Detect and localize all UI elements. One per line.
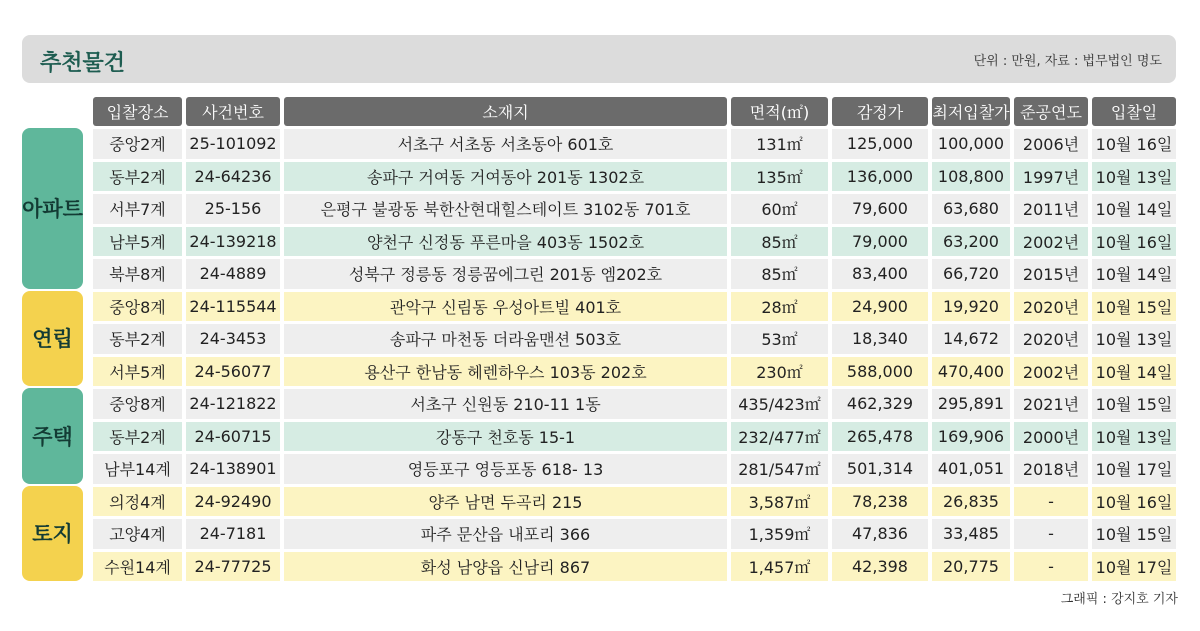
cell-appraisal: 462,329 bbox=[832, 389, 928, 419]
cell-address: 송파구 거여동 거여동아 201동 1302호 bbox=[284, 162, 727, 192]
cell-area: 85㎡ bbox=[731, 259, 828, 289]
cell-area: 1,359㎡ bbox=[731, 519, 828, 549]
category-label: 주택 bbox=[22, 388, 83, 484]
column-header: 입찰일 bbox=[1092, 97, 1176, 126]
graphic-credit: 그래픽 : 강지호 기자 bbox=[1060, 592, 1178, 607]
table-row bbox=[93, 162, 1176, 192]
cell-date: 10월 17일 bbox=[1092, 454, 1176, 484]
table-row bbox=[93, 259, 1176, 289]
table-row bbox=[93, 552, 1176, 582]
column-header: 준공연도 bbox=[1014, 97, 1088, 126]
cell-place: 동부2계 bbox=[93, 324, 182, 354]
cell-place: 동부2계 bbox=[93, 162, 182, 192]
cell-year: - bbox=[1014, 519, 1088, 549]
cell-date: 10월 14일 bbox=[1092, 259, 1176, 289]
cell-area: 131㎡ bbox=[731, 129, 828, 159]
table-row bbox=[93, 422, 1176, 452]
cell-address: 용산구 한남동 헤렌하우스 103동 202호 bbox=[284, 357, 727, 387]
cell-address: 양천구 신정동 푸른마을 403동 1502호 bbox=[284, 227, 727, 257]
column-header: 소재지 bbox=[284, 97, 727, 126]
cell-min-bid: 470,400 bbox=[932, 357, 1010, 387]
cell-appraisal: 78,238 bbox=[832, 487, 928, 517]
cell-min-bid: 100,000 bbox=[932, 129, 1010, 159]
table-row bbox=[93, 389, 1176, 419]
cell-date: 10월 14일 bbox=[1092, 194, 1176, 224]
cell-date: 10월 15일 bbox=[1092, 292, 1176, 322]
table-row bbox=[93, 357, 1176, 387]
cell-area: 28㎡ bbox=[731, 292, 828, 322]
cell-year: 2015년 bbox=[1014, 259, 1088, 289]
cell-min-bid: 401,051 bbox=[932, 454, 1010, 484]
column-header: 감정가 bbox=[832, 97, 928, 126]
cell-address: 관악구 신림동 우성아트빌 401호 bbox=[284, 292, 727, 322]
cell-case-no: 24-64236 bbox=[186, 162, 280, 192]
cell-date: 10월 13일 bbox=[1092, 324, 1176, 354]
cell-appraisal: 24,900 bbox=[832, 292, 928, 322]
cell-min-bid: 66,720 bbox=[932, 259, 1010, 289]
category-label: 토지 bbox=[22, 486, 83, 582]
cell-appraisal: 42,398 bbox=[832, 552, 928, 582]
cell-min-bid: 26,835 bbox=[932, 487, 1010, 517]
cell-place: 고양4계 bbox=[93, 519, 182, 549]
cell-min-bid: 108,800 bbox=[932, 162, 1010, 192]
column-header: 최저입찰가 bbox=[932, 97, 1010, 126]
cell-place: 동부2계 bbox=[93, 422, 182, 452]
cell-place: 북부8계 bbox=[93, 259, 182, 289]
cell-place: 남부14계 bbox=[93, 454, 182, 484]
cell-date: 10월 14일 bbox=[1092, 357, 1176, 387]
cell-appraisal: 79,000 bbox=[832, 227, 928, 257]
table-row bbox=[93, 519, 1176, 549]
cell-area: 232/477㎡ bbox=[731, 422, 828, 452]
table-row bbox=[93, 129, 1176, 159]
cell-case-no: 24-4889 bbox=[186, 259, 280, 289]
cell-case-no: 24-121822 bbox=[186, 389, 280, 419]
cell-case-no: 24-138901 bbox=[186, 454, 280, 484]
table-row bbox=[93, 292, 1176, 322]
cell-year: 2006년 bbox=[1014, 129, 1088, 159]
cell-year: 2018년 bbox=[1014, 454, 1088, 484]
page-title: 추천물건 bbox=[40, 51, 126, 76]
cell-year: - bbox=[1014, 487, 1088, 517]
cell-date: 10월 16일 bbox=[1092, 487, 1176, 517]
cell-min-bid: 33,485 bbox=[932, 519, 1010, 549]
cell-place: 서부7계 bbox=[93, 194, 182, 224]
cell-date: 10월 17일 bbox=[1092, 552, 1176, 582]
cell-address: 강동구 천호동 15-1 bbox=[284, 422, 727, 452]
table-row bbox=[93, 487, 1176, 517]
cell-min-bid: 169,906 bbox=[932, 422, 1010, 452]
cell-address: 서초구 서초동 서초동아 601호 bbox=[284, 129, 727, 159]
cell-address: 성북구 정릉동 정릉꿈에그린 201동 엠202호 bbox=[284, 259, 727, 289]
cell-min-bid: 295,891 bbox=[932, 389, 1010, 419]
cell-date: 10월 13일 bbox=[1092, 162, 1176, 192]
cell-min-bid: 20,775 bbox=[932, 552, 1010, 582]
cell-appraisal: 501,314 bbox=[832, 454, 928, 484]
cell-date: 10월 16일 bbox=[1092, 227, 1176, 257]
cell-appraisal: 79,600 bbox=[832, 194, 928, 224]
cell-appraisal: 83,400 bbox=[832, 259, 928, 289]
cell-area: 85㎡ bbox=[731, 227, 828, 257]
cell-min-bid: 14,672 bbox=[932, 324, 1010, 354]
cell-min-bid: 19,920 bbox=[932, 292, 1010, 322]
table-row bbox=[93, 194, 1176, 224]
cell-address: 은평구 불광동 북한산현대힐스테이트 3102동 701호 bbox=[284, 194, 727, 224]
cell-case-no: 24-139218 bbox=[186, 227, 280, 257]
column-header: 사건번호 bbox=[186, 97, 280, 126]
cell-year: 2011년 bbox=[1014, 194, 1088, 224]
cell-address: 파주 문산읍 내포리 366 bbox=[284, 519, 727, 549]
cell-case-no: 24-56077 bbox=[186, 357, 280, 387]
cell-address: 화성 남양읍 신남리 867 bbox=[284, 552, 727, 582]
cell-area: 135㎡ bbox=[731, 162, 828, 192]
cell-area: 1,457㎡ bbox=[731, 552, 828, 582]
cell-address: 영등포구 영등포동 618- 13 bbox=[284, 454, 727, 484]
cell-appraisal: 588,000 bbox=[832, 357, 928, 387]
cell-case-no: 24-92490 bbox=[186, 487, 280, 517]
cell-year: 2000년 bbox=[1014, 422, 1088, 452]
cell-case-no: 24-60715 bbox=[186, 422, 280, 452]
cell-place: 수원14계 bbox=[93, 552, 182, 582]
cell-area: 281/547㎡ bbox=[731, 454, 828, 484]
cell-year: 2002년 bbox=[1014, 227, 1088, 257]
cell-case-no: 24-77725 bbox=[186, 552, 280, 582]
cell-case-no: 24-115544 bbox=[186, 292, 280, 322]
cell-address: 양주 남면 두곡리 215 bbox=[284, 487, 727, 517]
cell-year: 1997년 bbox=[1014, 162, 1088, 192]
cell-appraisal: 265,478 bbox=[832, 422, 928, 452]
cell-appraisal: 125,000 bbox=[832, 129, 928, 159]
cell-year: 2020년 bbox=[1014, 292, 1088, 322]
cell-place: 중앙8계 bbox=[93, 389, 182, 419]
cell-year: 2002년 bbox=[1014, 357, 1088, 387]
cell-year: 2021년 bbox=[1014, 389, 1088, 419]
cell-date: 10월 15일 bbox=[1092, 389, 1176, 419]
cell-case-no: 25-101092 bbox=[186, 129, 280, 159]
cell-place: 남부5계 bbox=[93, 227, 182, 257]
table-row bbox=[93, 454, 1176, 484]
cell-place: 중앙2계 bbox=[93, 129, 182, 159]
cell-address: 송파구 마천동 더라움맨션 503호 bbox=[284, 324, 727, 354]
cell-place: 의정4계 bbox=[93, 487, 182, 517]
column-header: 입찰장소 bbox=[93, 97, 182, 126]
cell-area: 60㎡ bbox=[731, 194, 828, 224]
table-row bbox=[93, 227, 1176, 257]
cell-place: 중앙8계 bbox=[93, 292, 182, 322]
cell-date: 10월 16일 bbox=[1092, 129, 1176, 159]
cell-year: - bbox=[1014, 552, 1088, 582]
table-row bbox=[93, 324, 1176, 354]
cell-appraisal: 18,340 bbox=[832, 324, 928, 354]
cell-area: 53㎡ bbox=[731, 324, 828, 354]
cell-place: 서부5계 bbox=[93, 357, 182, 387]
category-label: 연립 bbox=[22, 291, 83, 387]
title-bar bbox=[22, 35, 1176, 83]
cell-address: 서초구 신원동 210-11 1동 bbox=[284, 389, 727, 419]
cell-min-bid: 63,680 bbox=[932, 194, 1010, 224]
cell-appraisal: 47,836 bbox=[832, 519, 928, 549]
unit-source-note: 단위 : 만원, 자료 : 법무법인 명도 bbox=[973, 54, 1162, 69]
cell-case-no: 24-3453 bbox=[186, 324, 280, 354]
category-label: 아파트 bbox=[22, 128, 83, 289]
cell-year: 2020년 bbox=[1014, 324, 1088, 354]
cell-appraisal: 136,000 bbox=[832, 162, 928, 192]
cell-area: 3,587㎡ bbox=[731, 487, 828, 517]
column-header: 면적(㎡) bbox=[731, 97, 828, 126]
cell-date: 10월 13일 bbox=[1092, 422, 1176, 452]
cell-area: 230㎡ bbox=[731, 357, 828, 387]
cell-min-bid: 63,200 bbox=[932, 227, 1010, 257]
cell-case-no: 25-156 bbox=[186, 194, 280, 224]
cell-case-no: 24-7181 bbox=[186, 519, 280, 549]
cell-date: 10월 15일 bbox=[1092, 519, 1176, 549]
cell-area: 435/423㎡ bbox=[731, 389, 828, 419]
